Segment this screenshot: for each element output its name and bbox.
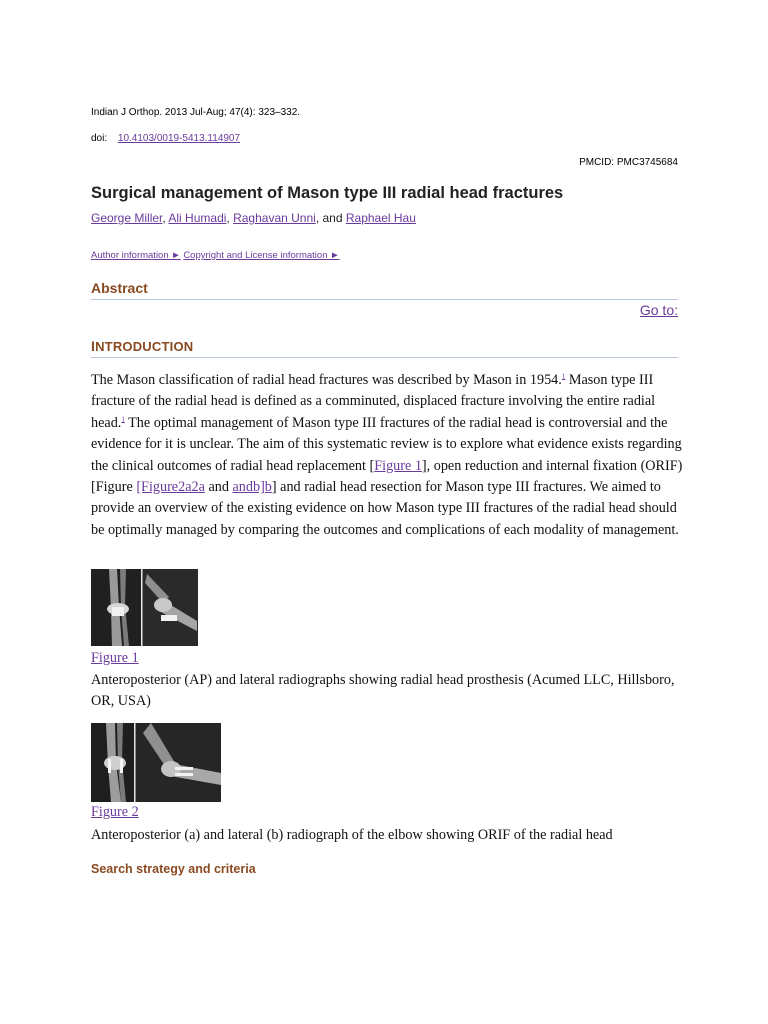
author-link-raphael-hau[interactable]: Raphael Hau <box>345 211 416 225</box>
reference-link[interactable]: 1 <box>121 415 125 424</box>
pmcid: PMCID: PMC3745684 <box>579 157 678 168</box>
intro-text: The Mason classification of radial head fractures was described by Mason in 1954. <box>91 372 562 388</box>
journal-citation: Indian J Orthop. 2013 Jul-Aug; 47(4): 323–332. <box>91 107 301 118</box>
copyright-license-link[interactable]: Copyright and License information ► <box>183 250 340 261</box>
abstract-heading: Abstract <box>91 280 678 300</box>
intro-text: ] and radial head resection for Mason type III fractures. We aimed to provide an overview of the existing evidence on how Mason type III fractures of the radial head should be optimally managed by comparing the outcomes and complications of each modality of management. <box>91 479 679 538</box>
author-link-george-miller[interactable]: George Miller <box>91 211 163 225</box>
radiograph-image <box>91 569 198 646</box>
reference-link[interactable]: 1 <box>561 372 566 381</box>
introduction-heading <box>91 338 678 358</box>
author-list <box>91 211 416 225</box>
heading-initial: I <box>91 338 96 354</box>
doi-label: doi: <box>91 133 108 144</box>
doi-link[interactable]: 10.4103/0019-5413.114907 <box>117 133 241 144</box>
figure-2-link[interactable]: Figure 2 <box>91 804 139 820</box>
author-link-raghavan-unni[interactable]: Raghavan Unni <box>233 211 316 225</box>
figure-1-caption: Anteroposterior (AP) and lateral radiographs showing radial head prosthesis (Acumed LLC, Hillsboro, OR, USA) <box>91 672 675 710</box>
heading-rest: NTRODUCTION <box>95 339 194 354</box>
figure-2b-inline-link[interactable]: andb]b <box>232 479 272 496</box>
author-link-ali-humadi[interactable]: Ali Humadi <box>168 211 227 225</box>
author-info-row <box>91 250 340 261</box>
introduction-paragraph <box>91 370 686 541</box>
figure-1-thumbnail[interactable] <box>91 569 198 646</box>
radiograph-image <box>91 723 221 802</box>
figure-1-link[interactable]: Figure 1 <box>91 650 139 666</box>
author-separator: , <box>162 211 169 225</box>
search-strategy-heading: Search strategy and criteria <box>91 862 256 876</box>
author-separator: , <box>226 211 234 225</box>
intro-text: The optimal management of Mason type III fractures of the radial head is controversial and the evidence for it is unclear. The aim of this systematic review is to explore what evidence exists regarding the clinical outcomes of radial head replacement [ <box>91 414 682 474</box>
intro-text: ], open reduction and internal fixation (ORIF) [Figure <box>91 457 683 496</box>
intro-text: Mason type III fracture of the radial head is defined as a comminuted, displaced fracture involving the entire radial head. <box>91 372 656 431</box>
figure-1-inline-link[interactable]: Figure 1 <box>374 457 422 474</box>
author-separator: , and <box>315 211 346 225</box>
figure-2-thumbnail[interactable] <box>91 723 221 802</box>
figure-2-caption: Anteroposterior (a) and lateral (b) radiograph of the elbow showing ORIF of the radial head <box>91 827 613 843</box>
intro-text: and <box>204 479 233 496</box>
article-title: Surgical management of Mason type III radial head fractures <box>91 184 564 202</box>
doi-line <box>91 133 240 144</box>
figure-2a-inline-link[interactable]: [Figure2a2a <box>136 479 205 496</box>
author-information-link[interactable]: Author information ► <box>91 250 181 261</box>
goto-link[interactable]: Go to: <box>639 302 678 318</box>
